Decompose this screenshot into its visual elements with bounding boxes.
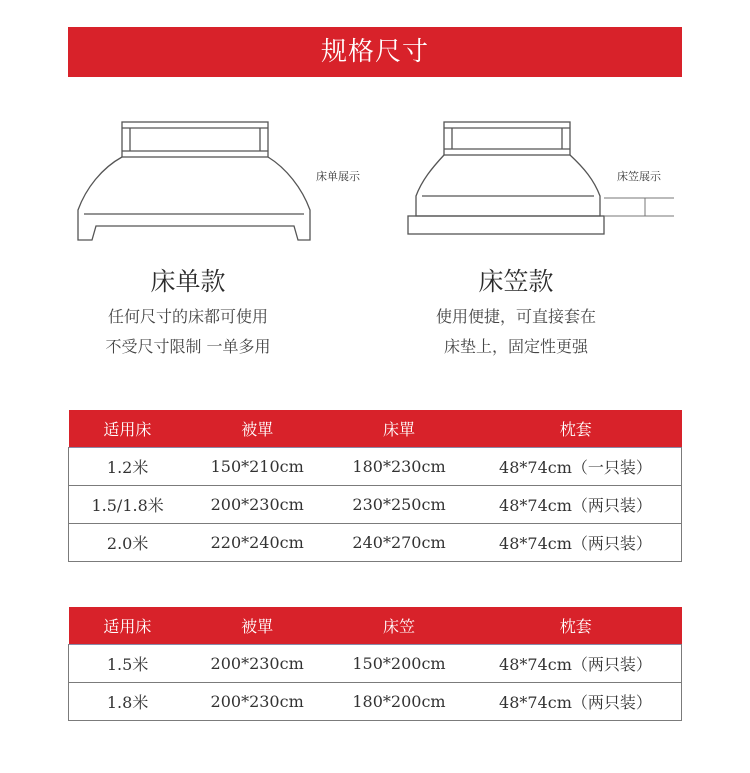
cell-fitted-sheet: 180*200cm (328, 682, 470, 720)
cell-bed-sheet: 230*250cm (328, 485, 470, 523)
cell-fitted-sheet: 150*200cm (328, 644, 470, 682)
flat-sheet-style-description (68, 302, 308, 362)
fitted-sheet-desc-line2: 床垫上，固定性更强 (443, 337, 588, 356)
header-pillowcase: 枕套 (470, 607, 682, 644)
flat-sheet-size-table (68, 410, 682, 562)
cell-pillowcase: 48*74cm（两只装） (470, 523, 682, 561)
cell-duvet-cover: 200*230cm (186, 682, 328, 720)
section-title-bar (68, 27, 682, 77)
cell-duvet-cover: 200*230cm (186, 485, 328, 523)
cell-bed-size: 1.2米 (69, 447, 187, 485)
cell-bed-size: 1.5/1.8米 (69, 485, 187, 523)
fitted-sheet-size-table (68, 607, 682, 721)
flat-sheet-bed-illustration (74, 118, 314, 248)
cell-bed-size: 1.5米 (69, 644, 187, 682)
flat-sheet-desc-line1: 任何尺寸的床都可使用 (107, 307, 268, 326)
section-title: 规格尺寸 (320, 37, 429, 67)
table-header-row (69, 410, 682, 447)
cell-duvet-cover: 200*230cm (186, 644, 328, 682)
cell-bed-size: 2.0米 (69, 523, 187, 561)
flat-sheet-style-title: 床单款 (150, 267, 226, 296)
table-row (69, 447, 682, 485)
fitted-sheet-style-title: 床笠款 (478, 267, 554, 296)
header-bed-size: 适用床 (69, 607, 187, 644)
cell-duvet-cover: 150*210cm (186, 447, 328, 485)
table-row (69, 485, 682, 523)
cell-pillowcase: 48*74cm（两只装） (470, 485, 682, 523)
cell-bed-sheet: 240*270cm (328, 523, 470, 561)
table-header-row (69, 607, 682, 644)
flat-sheet-caption: 床单展示 (316, 170, 360, 183)
header-fitted-sheet: 床笠 (328, 607, 470, 644)
cell-bed-sheet: 180*230cm (328, 447, 470, 485)
header-bed-sheet: 床單 (328, 410, 470, 447)
cell-duvet-cover: 220*240cm (186, 523, 328, 561)
cell-pillowcase: 48*74cm（两只装） (470, 682, 682, 720)
cell-pillowcase: 48*74cm（两只装） (470, 644, 682, 682)
fitted-sheet-style-description (396, 302, 636, 362)
fitted-sheet-desc-line1: 使用便捷，可直接套在 (435, 307, 596, 326)
flat-sheet-desc-line2: 不受尺寸限制 一单多用 (105, 337, 271, 356)
table-row (69, 682, 682, 720)
header-bed-size: 适用床 (69, 410, 187, 447)
fitted-sheet-caption: 床笠展示 (617, 170, 661, 183)
header-pillowcase: 枕套 (470, 410, 682, 447)
cell-pillowcase: 48*74cm（一只装） (470, 447, 682, 485)
header-duvet-cover: 被單 (186, 607, 328, 644)
table-row (69, 523, 682, 561)
cell-bed-size: 1.8米 (69, 682, 187, 720)
header-duvet-cover: 被單 (186, 410, 328, 447)
table-row (69, 644, 682, 682)
